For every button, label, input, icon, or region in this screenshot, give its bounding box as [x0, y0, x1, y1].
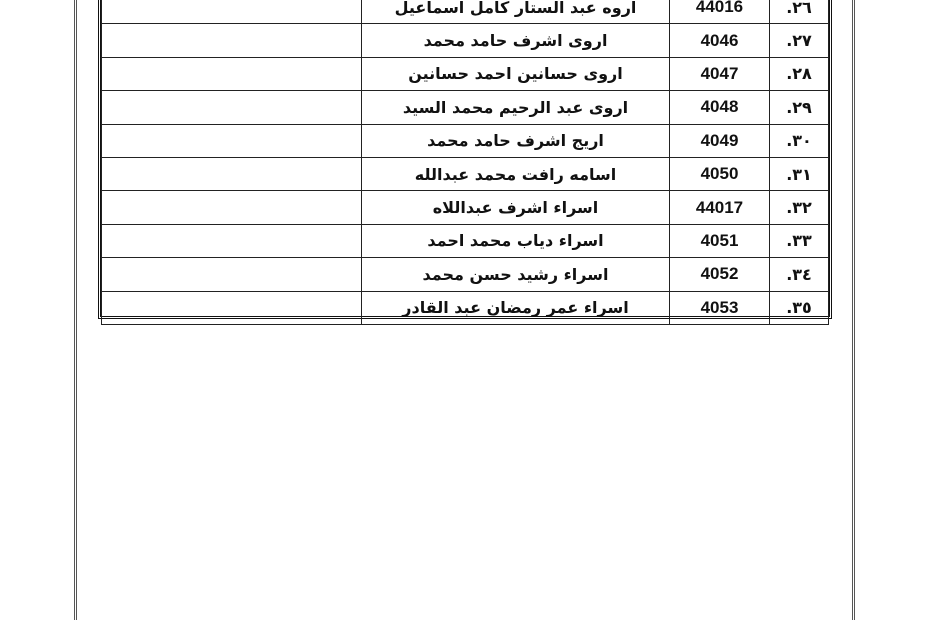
row-number: ٣٠. — [770, 124, 829, 157]
student-name: اروى حسانين احمد حسانين — [362, 57, 670, 90]
student-table — [98, 0, 832, 319]
table-row — [102, 0, 829, 24]
row-number: ٣٤. — [770, 258, 829, 291]
blank-cell — [102, 124, 362, 157]
row-number: ٣٢. — [770, 191, 829, 224]
page-border-left — [74, 0, 77, 620]
student-id: 4049 — [670, 124, 770, 157]
student-name: اسامه رافت محمد عبدالله — [362, 157, 670, 190]
student-name: اسراء اشرف عبداللاه — [362, 191, 670, 224]
student-name: اسراء دياب محمد احمد — [362, 224, 670, 257]
student-id: 4048 — [670, 91, 770, 124]
student-id: 4051 — [670, 224, 770, 257]
table-row — [102, 224, 829, 257]
table-row — [102, 191, 829, 224]
student-id: 4046 — [670, 24, 770, 57]
row-number: ٢٧. — [770, 24, 829, 57]
student-name: اروى عبد الرحيم محمد السيد — [362, 91, 670, 124]
student-id: 4052 — [670, 258, 770, 291]
blank-cell — [102, 91, 362, 124]
blank-cell — [102, 0, 362, 24]
row-number: ٣٥. — [770, 291, 829, 324]
blank-cell — [102, 24, 362, 57]
student-id: 4053 — [670, 291, 770, 324]
blank-cell — [102, 291, 362, 324]
blank-cell — [102, 258, 362, 291]
student-id: 44016 — [670, 0, 770, 24]
page-border-right — [852, 0, 855, 620]
blank-cell — [102, 157, 362, 190]
table-row — [102, 24, 829, 57]
student-id: 4047 — [670, 57, 770, 90]
blank-cell — [102, 224, 362, 257]
table-row — [102, 57, 829, 90]
table-row — [102, 157, 829, 190]
table-row — [102, 124, 829, 157]
student-name: اريج اشرف حامد محمد — [362, 124, 670, 157]
table-row — [102, 258, 829, 291]
student-id: 44017 — [670, 191, 770, 224]
student-name: اروه عبد الستار كامل اسماعيل — [362, 0, 670, 24]
student-list-table — [101, 0, 829, 325]
blank-cell — [102, 57, 362, 90]
row-number: ٣٣. — [770, 224, 829, 257]
table-row — [102, 291, 829, 324]
blank-cell — [102, 191, 362, 224]
row-number: ٢٩. — [770, 91, 829, 124]
student-name: اسراء رشيد حسن محمد — [362, 258, 670, 291]
row-number: ٢٦. — [770, 0, 829, 24]
student-name: اسراء عمر رمضان عبد القادر — [362, 291, 670, 324]
row-number: ٣١. — [770, 157, 829, 190]
student-name: اروى اشرف حامد محمد — [362, 24, 670, 57]
student-id: 4050 — [670, 157, 770, 190]
table-row — [102, 91, 829, 124]
row-number: ٢٨. — [770, 57, 829, 90]
